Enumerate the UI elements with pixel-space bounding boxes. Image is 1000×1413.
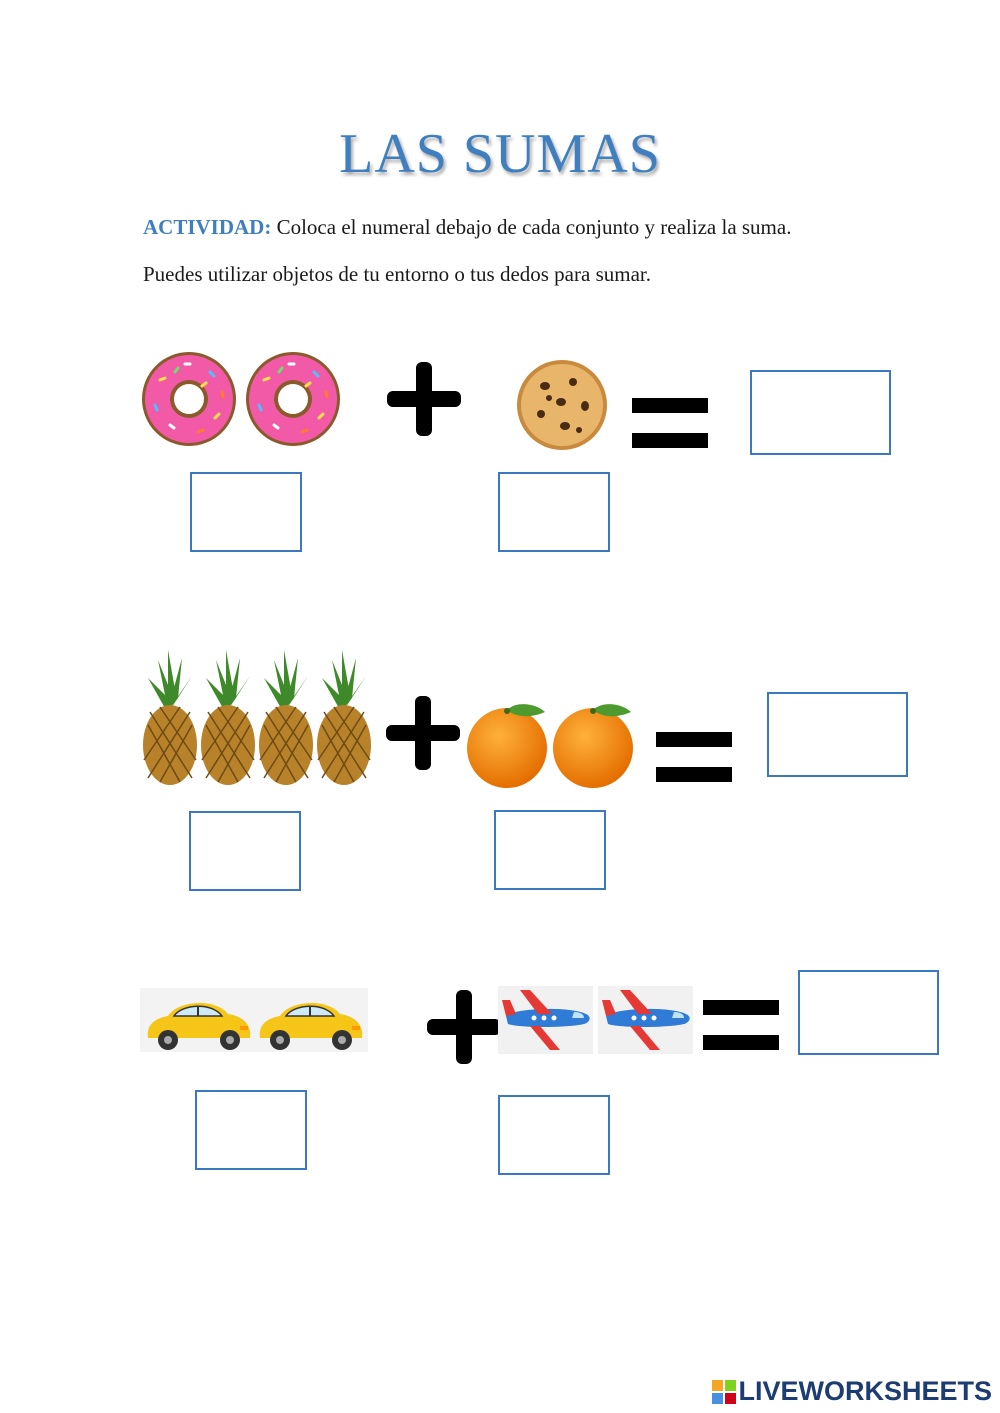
pineapple-icon [201,650,255,785]
liveworksheets-logo-icon [712,1380,736,1404]
donut-group [140,350,345,450]
count-box-oranges[interactable] [494,810,606,890]
count-box-cars[interactable] [195,1090,307,1170]
instruction-line-1 [143,215,791,240]
activity-label: ACTIVIDAD: [143,215,272,239]
page-title: LAS SUMAS [339,123,661,185]
instruction-line-2: Puedes utilizar objetos de tu entorno o tus dedos para sumar. [143,262,651,286]
airplane-group [498,986,696,1054]
donut-icon [246,352,340,446]
count-box-pineapples[interactable] [189,811,301,891]
count-box-cookie[interactable] [498,472,610,552]
equals-sign [656,732,732,784]
pineapple-icon [259,650,313,785]
plus-sign [384,694,462,772]
orange-icon [467,704,547,788]
car-group [140,988,368,1052]
plus-sign [385,360,463,438]
equals-sign [632,398,708,450]
sum-answer-box-1[interactable] [750,370,891,455]
plus-sign [425,988,503,1066]
orange-group [463,700,638,788]
equals-sign [703,1000,779,1052]
sum-answer-box-2[interactable] [767,692,908,777]
count-box-airplanes[interactable] [498,1095,610,1175]
pineapple-icon [143,650,197,785]
cookie-icon [515,358,610,453]
brand-name: LIVEWORKSHEETS [738,1376,992,1406]
count-box-donuts[interactable] [190,472,302,552]
sum-answer-box-3[interactable] [798,970,939,1055]
donut-icon [142,352,236,446]
footer-brand [712,1376,992,1407]
instruction-text: Coloca el numeral debajo de cada conjunto y realiza la suma. [271,215,792,239]
pineapple-group [140,648,375,786]
orange-icon [553,704,633,788]
pineapple-icon [317,650,371,785]
